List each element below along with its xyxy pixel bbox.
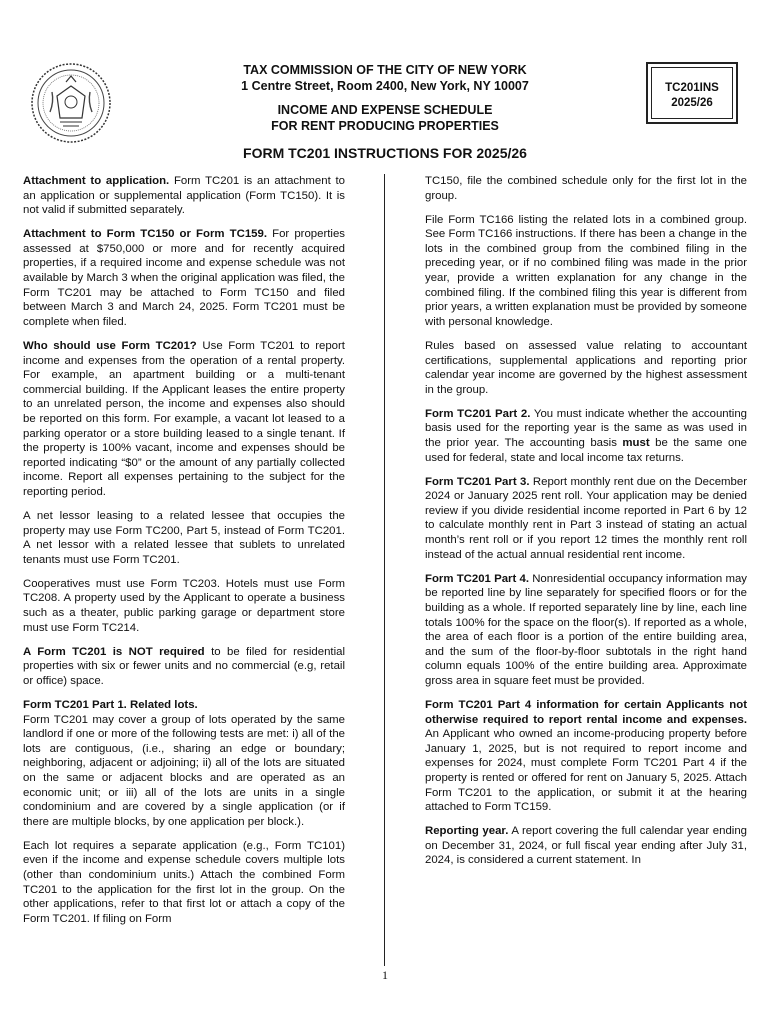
paragraph-net-lessor: A net lessor leasing to a related lessee that occupies the property may use Form TC200, Part 5, instead of Form TC201. A net lessor with a related lessee that sublets to unrelated tenants must use Form TC201.: [23, 509, 345, 566]
form-code: TC201INS: [665, 82, 719, 94]
form-title: FORM TC201 INSTRUCTIONS FOR 2025/26: [243, 145, 527, 161]
paragraph-body: Report monthly rent due on the December 2024 or January 2025 rent roll. Your application may be denied review if you divide residential income reported in Part 6 by 12 to calculate monthly rent in Part 3 instead of stating an actual month’s rent roll or if you report 12 times the monthly rent roll instead of the actual annual residential rent income.: [425, 475, 747, 561]
left-column: [23, 174, 345, 936]
column-divider: [384, 174, 385, 966]
form-id-box: [646, 62, 738, 124]
paragraph-heading: Form TC201 Part 4 information for certain Applicants not otherwise required to report rental income and expenses.: [425, 699, 747, 726]
page-number: 1: [382, 968, 388, 982]
form-year: 2025/26: [671, 97, 713, 109]
paragraph-heading: Attachment to Form TC150 or Form TC159.: [23, 228, 268, 241]
paragraph-heading: Reporting year.: [425, 825, 509, 838]
city-seal-icon: [30, 62, 112, 144]
paragraph-attachment: [23, 174, 345, 218]
paragraph-attachment-tc150: [23, 227, 345, 329]
paragraph-body: You must indicate whether the accounting basis used for the reporting year is the same as was used in the prior year. The accounting basis: [425, 407, 747, 449]
paragraph-part-4-applicants: [425, 698, 747, 815]
paragraph-body: Form TC201 may cover a group of lots operated by the same landlord if one or more of the following tests are met: i) all of the lots are contiguous, (i.e., sharing an edge or boundary; neighboring, adjacent or adjoining; ii) all of the lots are situated on the same or adjacent blocks and are operated as an economic unit; or iii) all of the lots are units in a single condominium and are covered by a single application (or if there are multiple blocks, by one application per block.).: [23, 713, 345, 828]
paragraph-heading: Form TC201 Part 3.: [425, 475, 530, 488]
header-schedule-title: INCOME AND EXPENSE SCHEDULE: [277, 103, 493, 117]
paragraph-body: For properties assessed at $750,000 or more and for recently acquired properties, if a required income and expense schedule was not available by March 3 when the original application was filed, the Form TC201 may be attached to Form TC150 and filed between March 3 and March 24, 2025. Form TC201 must be complete when filed.: [23, 228, 345, 328]
paragraph-body: An Applicant who owned an income-producing property before January 1, 2025, but is not required to report income and expenses for 2024, must complete Form TC201 Part 4 if the property is rented or offered for rent on January 5, 2025. Attach Form TC201 to the application, or submit it at the hearing attached to Form TC159.: [425, 728, 747, 814]
paragraph-tc150-continued: TC150, file the combined schedule only for the first lot in the group.: [425, 175, 747, 202]
paragraph-heading: Form TC201 Part 1. Related lots.: [23, 699, 198, 711]
paragraph-rules-assessed-value: Rules based on assessed value relating to accountant certifications, supplemental applications and reporting prior calendar year income are governed by the highest assessment in the group.: [425, 339, 747, 396]
paragraph-part-4: [425, 572, 747, 689]
header-schedule-subtitle: FOR RENT PRODUCING PROPERTIES: [271, 119, 499, 133]
paragraph-body: be the same one used for federal, state and local income tax returns.: [425, 437, 747, 464]
paragraph-related-lots: [23, 698, 345, 829]
header-address: 1 Centre Street, Room 2400, New York, NY 10007: [241, 79, 529, 93]
emphasis-must: must: [622, 437, 650, 449]
paragraph-part-2: [425, 407, 747, 465]
paragraph-not-required: [23, 645, 345, 689]
paragraph-heading: Who should use Form TC201?: [23, 339, 197, 352]
paragraph-heading: Form TC201 Part 4.: [425, 572, 529, 585]
paragraph-body: Nonresidential occupancy information may be reported line by line separately for specified floors or for the building as a whole. If reported separately line by line, each line totals 100% for the space on the floor(s). If reported as a whole, the area of each floor is a portion of the entire building area, and the sum of the floor-by-floor subtotals in the right hand column equals 100% of the entire building area. Approximate gross area in square feet must be provided.: [425, 572, 747, 687]
paragraph-heading: Attachment to application.: [23, 175, 170, 187]
paragraph-body: to be filed for residential properties with six or fewer units and no commercial (e.g, retail or office) space.: [23, 645, 345, 687]
header-commission-name: TAX COMMISSION OF THE CITY OF NEW YORK: [243, 63, 527, 77]
paragraph-who-should-use: [23, 339, 345, 500]
paragraph-separate-application: Each lot requires a separate application (e.g., Form TC101) even if the income and expense schedule covers multiple lots (other than condominium units.) Attach the combined Form TC201 to the application for the first lot in the group. On the other applications, refer to that first lot or attach a copy of the Form TC201. If filing on Form: [23, 839, 345, 925]
paragraph-part-3: [425, 475, 747, 563]
paragraph-heading: Form TC201 Part 2.: [425, 407, 531, 420]
paragraph-body: Use Form TC201 to report income and expenses from the operation of a rental property. For example, an apartment building or a multi-tenant commercial building. If the Applicant leases the entire property to an unrelated person, the income and expenses also should be reported on this form. For example, a vacant lot leased to a parking operator or a store building leased to a single tenant. If the property is 100% vacant, income and expenses should be reported indicating “$0” or the amount of any partially collected income. Report all expenses pertaining to the subject for the reporting period.: [23, 339, 345, 498]
right-column: [425, 174, 747, 878]
paragraph-reporting-year: [425, 824, 747, 868]
paragraph-heading: A Form TC201 is NOT required: [23, 645, 205, 658]
paragraph-body: A report covering the full calendar year ending on December 31, 2024, or full fiscal year ending after July 31, 2024, is considered a current statement. In: [425, 825, 748, 867]
paragraph-tc166: File Form TC166 listing the related lots in a combined group. See Form TC166 instructions. If there has been a change in the lots in the combined group from the combined filing in the preceding year, or if no combined filing was made in the prior year, provide a written explanation for any change in the combined filing. If the combined filing this year is different from prior years, a written explanation must be provided by someone with personal knowledge.: [425, 213, 747, 328]
paragraph-cooperatives: Cooperatives must use Form TC203. Hotels must use Form TC208. A property used by the Applicant to operate a business such as a theater, public parking garage or department store must use Form TC214.: [23, 577, 345, 634]
document-header: [190, 62, 580, 134]
paragraph-body: Form TC201 is an attachment to an application or supplemental application (Form TC150). It is not valid if submitted separately.: [23, 175, 346, 217]
